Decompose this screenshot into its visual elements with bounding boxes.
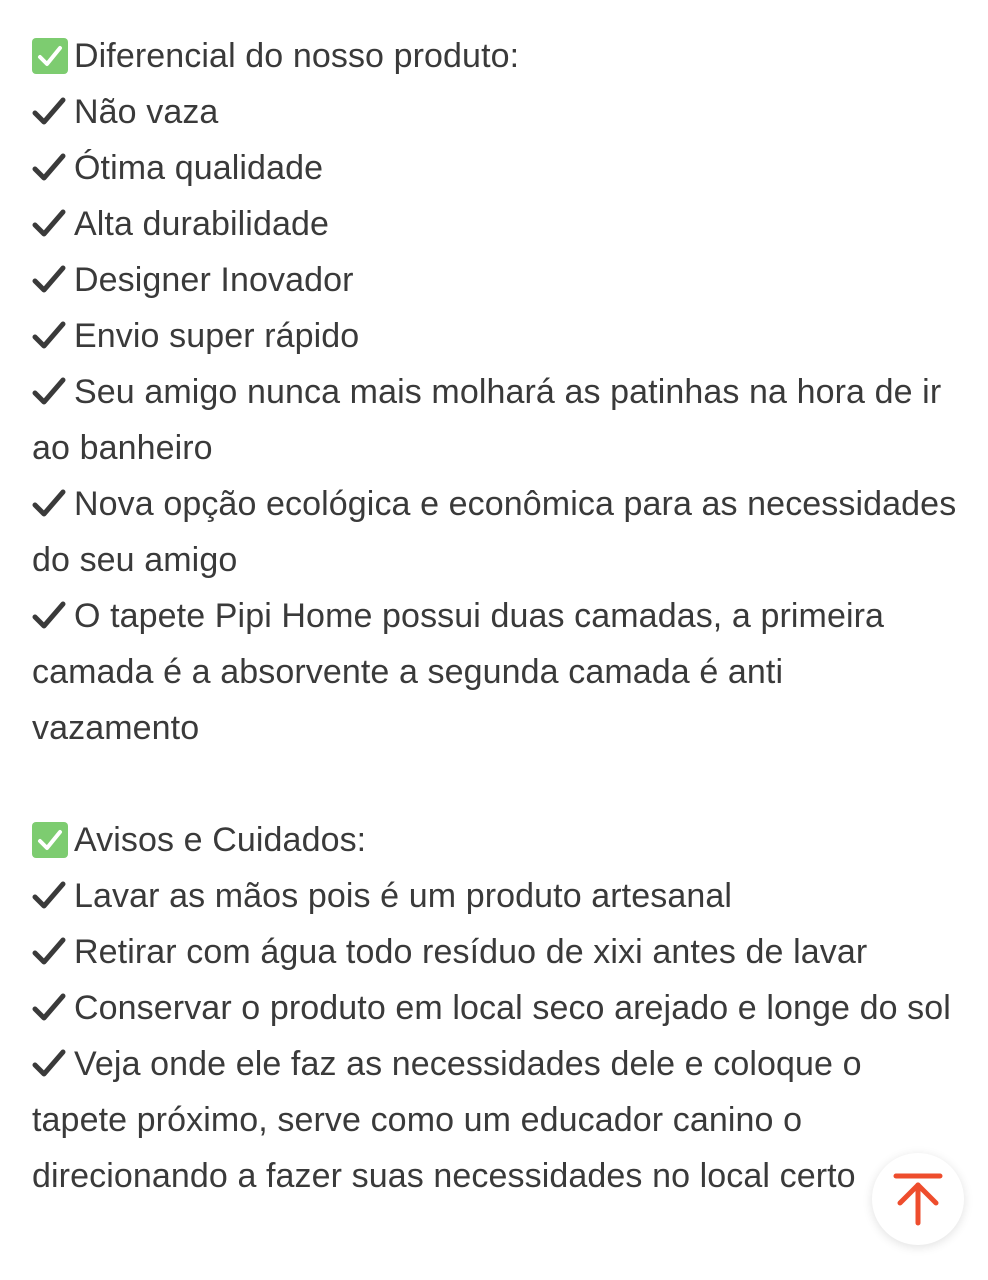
list-item-text: Veja onde ele faz as necessidades dele e coloque o tapete próximo, serve como um educador canino o direcionando a fazer suas necessidades no local certo [32, 1045, 862, 1195]
list-item [32, 868, 957, 924]
list-item-text: Envio super rápido [74, 317, 360, 355]
list-item [32, 196, 957, 252]
section-heading-differentials [32, 28, 957, 84]
list-item [32, 364, 957, 476]
white-check-mark-box-icon [32, 822, 68, 858]
list-item-text: Ótima qualidade [74, 149, 324, 187]
list-item [32, 252, 957, 308]
section-heading-warnings [32, 812, 957, 868]
heavy-check-mark-icon [32, 208, 66, 238]
heavy-check-mark-icon [32, 488, 66, 518]
section-heading-label: Diferencial do nosso produto: [74, 37, 520, 75]
list-item-text: O tapete Pipi Home possui duas camadas, a primeira camada é a absorvente a segunda camada é anti vazamento [32, 597, 885, 747]
section-heading-label: Avisos e Cuidados: [74, 821, 367, 859]
list-item [32, 980, 957, 1036]
list-item [32, 588, 957, 756]
list-item-text: Alta durabilidade [74, 205, 329, 243]
heavy-check-mark-icon [32, 152, 66, 182]
scroll-to-top-button[interactable] [872, 1153, 964, 1245]
section-spacer [32, 756, 957, 812]
list-item [32, 308, 957, 364]
list-item-text: Não vaza [74, 93, 219, 131]
list-item-text: Designer Inovador [74, 261, 354, 299]
heavy-check-mark-icon [32, 1048, 66, 1078]
list-item [32, 1036, 957, 1204]
heavy-check-mark-icon [32, 264, 66, 294]
product-description [32, 28, 957, 1204]
list-item [32, 140, 957, 196]
list-item [32, 84, 957, 140]
list-item-text: Seu amigo nunca mais molhará as patinhas na hora de ir ao banheiro [32, 373, 942, 467]
list-item [32, 924, 957, 980]
heavy-check-mark-icon [32, 376, 66, 406]
list-item-text: Conservar o produto em local seco arejado e longe do sol [74, 989, 951, 1027]
heavy-check-mark-icon [32, 992, 66, 1022]
heavy-check-mark-icon [32, 96, 66, 126]
heavy-check-mark-icon [32, 880, 66, 910]
list-item [32, 476, 957, 588]
white-check-mark-box-icon [32, 38, 68, 74]
heavy-check-mark-icon [32, 600, 66, 630]
heavy-check-mark-icon [32, 936, 66, 966]
arrow-to-top-icon [892, 1171, 944, 1227]
list-item-text: Retirar com água todo resíduo de xixi antes de lavar [74, 933, 868, 971]
heavy-check-mark-icon [32, 320, 66, 350]
list-item-text: Lavar as mãos pois é um produto artesanal [74, 877, 733, 915]
list-item-text: Nova opção ecológica e econômica para as necessidades do seu amigo [32, 485, 957, 579]
